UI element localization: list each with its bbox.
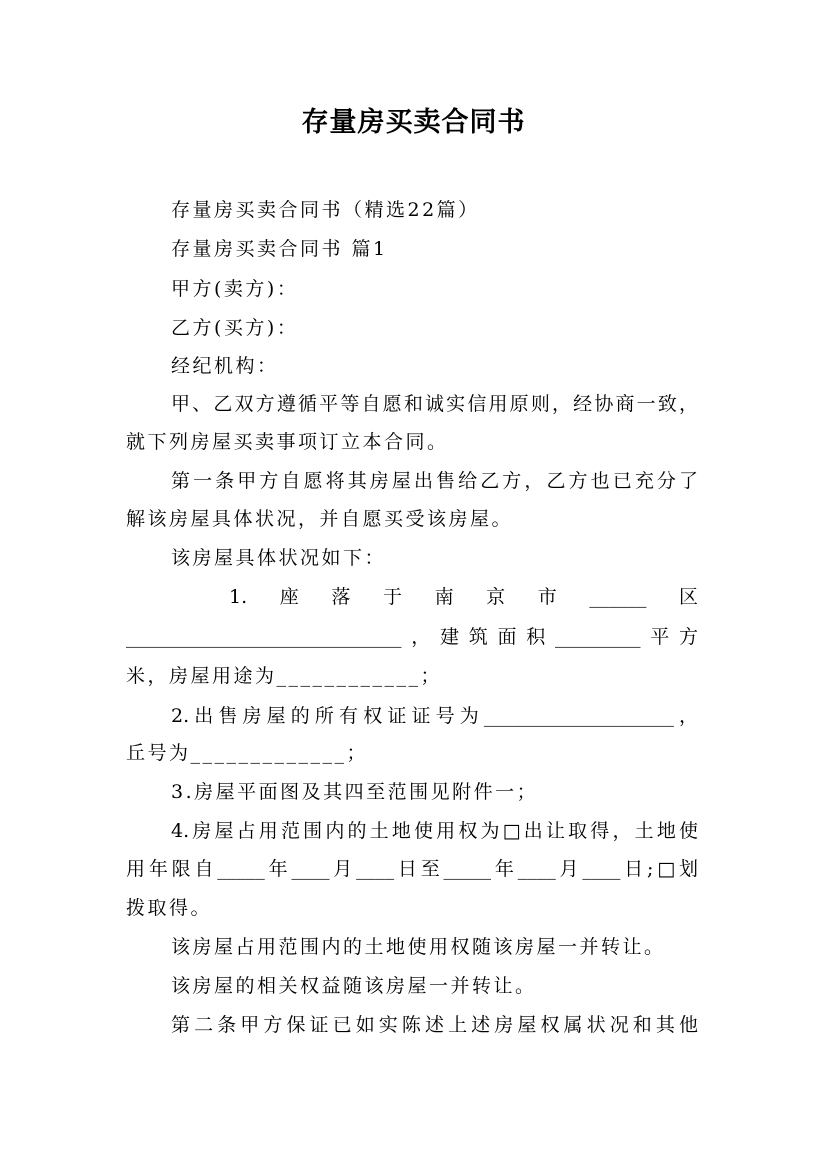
paragraph-line: 该房屋占用范围内的土地使用权随该房屋一并转让。: [171, 936, 666, 958]
paragraph-line: 第一条甲方自愿将其房屋出售给乙方，乙方也已充分了: [171, 470, 698, 492]
paragraph-line: 用年限自_____年____月____日至_____年____月____日;□划: [126, 858, 698, 880]
subtitle-line: 存量房买卖合同书（精选22篇）: [171, 199, 480, 221]
paragraph-line: 4.房屋占用范围内的土地使用权为□出让取得，土地使: [171, 820, 698, 842]
document-title: 存量房买卖合同书: [301, 107, 526, 138]
address-part: 落: [331, 586, 351, 608]
address-line: [229, 585, 698, 609]
paragraph-line: 米，房屋用途为____________；: [126, 665, 443, 687]
address-part: 市: [537, 586, 557, 608]
address-blank: ______: [589, 586, 647, 608]
party-b-line: 乙方(买方)：: [171, 317, 299, 339]
paragraph-line: 2.出售房屋的所有权证证号为____________________，: [171, 705, 698, 727]
paragraph-line: 就下列房屋买卖事项订立本合同。: [126, 431, 449, 453]
address-part: 1.: [229, 586, 248, 608]
paragraph-line: 第二条甲方保证已如实陈述上述房屋权属状况和其他: [171, 1014, 698, 1036]
section-heading: 存量房买卖合同书 篇1: [171, 238, 388, 260]
address-part: 南: [434, 586, 454, 608]
address-part: 区: [678, 586, 698, 608]
address-part: 于: [382, 586, 402, 608]
address-part: 京: [486, 586, 506, 608]
paragraph-line: 解该房屋具体状况，并自愿买受该房屋。: [126, 508, 514, 530]
agency-line: 经纪机构：: [171, 355, 279, 377]
address-part: 座: [279, 586, 299, 608]
paragraph-line: 丘号为_____________；: [126, 742, 369, 764]
paragraph-line: 该房屋的相关权益随该房屋一并转让。: [171, 975, 537, 997]
paragraph-line: 甲、乙双方遵循平等自愿和诚实信用原则，经协商一致，: [171, 393, 698, 415]
paragraph-line: 3.房屋平面图及其四至范围见附件一；: [171, 781, 539, 803]
paragraph-line: _____________________________，建筑面积_________平方: [126, 626, 698, 648]
paragraph-line: 该房屋具体状况如下：: [171, 547, 387, 569]
paragraph-line: 拨取得。: [126, 897, 213, 919]
party-a-line: 甲方(卖方)：: [171, 278, 299, 300]
